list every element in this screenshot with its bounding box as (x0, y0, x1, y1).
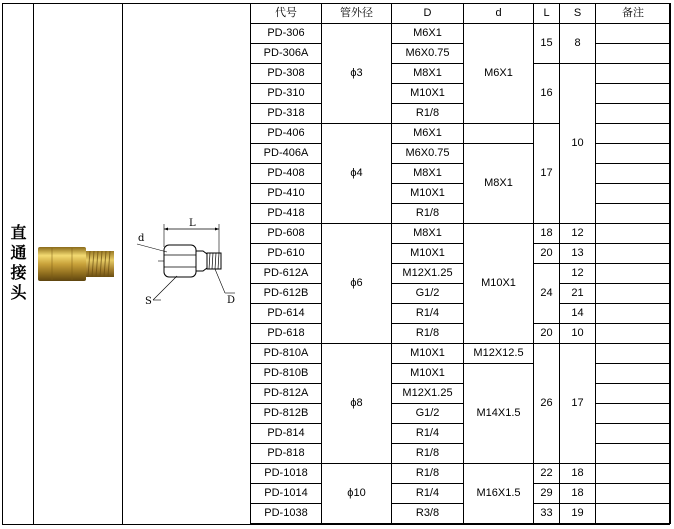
drawing-label-D: D (227, 295, 236, 306)
thread-D-cell: M10X1 (392, 184, 464, 204)
hex-body (38, 247, 86, 281)
thread-D-cell: R1/4 (392, 484, 464, 504)
header-tube-od: 管外径 (322, 4, 392, 24)
thread-D-cell: R3/8 (392, 504, 464, 524)
code-cell: PD-310 (251, 84, 322, 104)
thread-d-cell: M16X1.5 (464, 464, 534, 524)
hex-size-cell: 12 (560, 264, 596, 284)
remark-cell (596, 24, 671, 44)
category-cell (2, 3, 33, 525)
hex-size-cell: 17 (560, 344, 596, 464)
remark-cell (596, 504, 671, 524)
table-row (251, 244, 671, 264)
code-cell: PD-812B (251, 404, 322, 424)
remark-cell (596, 224, 671, 244)
technical-drawing-cell (123, 3, 250, 525)
table-row (251, 164, 671, 184)
code-cell: PD-406 (251, 124, 322, 144)
table-row (251, 464, 671, 484)
fitting-dimension-drawing (123, 3, 250, 525)
length-cell: 33 (534, 504, 560, 524)
thread-D-cell: G1/2 (392, 284, 464, 304)
length-cell: 15 (534, 24, 560, 64)
tube-od-cell: ϕ10 (322, 464, 392, 524)
table-row (251, 324, 671, 344)
table-row (251, 344, 671, 364)
remark-cell (596, 384, 671, 404)
thread-D-cell: M12X1.25 (392, 384, 464, 404)
thread-D-cell: R1/8 (392, 104, 464, 124)
thread-D-cell: M6X1 (392, 24, 464, 44)
drawing-label-S: S (145, 296, 152, 307)
remark-cell (596, 464, 671, 484)
code-cell: PD-818 (251, 444, 322, 464)
table-row (251, 484, 671, 504)
code-cell: PD-318 (251, 104, 322, 124)
thread-D-cell: R1/4 (392, 424, 464, 444)
header-d: d (464, 4, 534, 24)
thread-D-cell: M10X1 (392, 244, 464, 264)
table-row (251, 44, 671, 64)
header-row (251, 4, 671, 24)
length-cell: 16 (534, 64, 560, 124)
table-row (251, 224, 671, 244)
remark-cell (596, 64, 671, 84)
remark-cell (596, 84, 671, 104)
header-remark: 备注 (596, 4, 671, 24)
remark-cell (596, 144, 671, 164)
code-cell: PD-1038 (251, 504, 322, 524)
tube-od-cell: ϕ8 (322, 344, 392, 464)
thread-d-cell: M12X12.5 (464, 344, 534, 364)
table-row (251, 104, 671, 124)
remark-cell (596, 104, 671, 124)
table-row (251, 184, 671, 204)
table-row (251, 144, 671, 164)
thread-d-cell (464, 124, 534, 144)
remark-cell (596, 424, 671, 444)
code-cell: PD-810A (251, 344, 322, 364)
length-cell: 22 (534, 464, 560, 484)
table-row (251, 504, 671, 524)
remark-cell (596, 484, 671, 504)
table-row (251, 364, 671, 384)
tube-od-cell: ϕ3 (322, 24, 392, 124)
thread-D-cell: M8X1 (392, 64, 464, 84)
code-cell: PD-306 (251, 24, 322, 44)
length-cell: 29 (534, 484, 560, 504)
table-row (251, 84, 671, 104)
thread-d-cell: M8X1 (464, 144, 534, 224)
code-cell: PD-306A (251, 44, 322, 64)
code-cell: PD-408 (251, 164, 322, 184)
category-label: 直通接头 (8, 224, 27, 304)
length-cell: 20 (534, 324, 560, 344)
table-row (251, 304, 671, 324)
thread-D-cell: M10X1 (392, 84, 464, 104)
thread-D-cell: R1/8 (392, 444, 464, 464)
header-code: 代号 (251, 4, 322, 24)
thread-D-cell: R1/8 (392, 324, 464, 344)
remark-cell (596, 204, 671, 224)
thread-D-cell: M6X1 (392, 124, 464, 144)
length-cell: 24 (534, 264, 560, 324)
hex-size-cell: 13 (560, 244, 596, 264)
hex-size-cell: 14 (560, 304, 596, 324)
remark-cell (596, 444, 671, 464)
thread-d-cell: M10X1 (464, 224, 534, 344)
table-row (251, 444, 671, 464)
table-row (251, 124, 671, 144)
hex-size-cell: 10 (560, 324, 596, 344)
code-cell: PD-418 (251, 204, 322, 224)
table-row (251, 384, 671, 404)
code-cell: PD-812A (251, 384, 322, 404)
header-S: S (560, 4, 596, 24)
tube-od-cell: ϕ6 (322, 224, 392, 344)
length-cell: 26 (534, 344, 560, 464)
table-row (251, 64, 671, 84)
thread-D-cell: M6X0.75 (392, 144, 464, 164)
header-D: D (392, 4, 464, 24)
drawing-label-d: d (138, 233, 145, 244)
hex-size-cell: 8 (560, 24, 596, 64)
thread-D-cell: M12X1.25 (392, 264, 464, 284)
hex-size-cell: 12 (560, 224, 596, 244)
length-cell: 18 (534, 224, 560, 244)
remark-cell (596, 404, 671, 424)
thread-D-cell: M8X1 (392, 164, 464, 184)
header-L: L (534, 4, 560, 24)
table-row (251, 404, 671, 424)
specification-table (250, 3, 671, 524)
remark-cell (596, 44, 671, 64)
table-row (251, 264, 671, 284)
code-cell: PD-612B (251, 284, 322, 304)
thread-D-cell: M10X1 (392, 364, 464, 384)
thread-D-cell: G1/2 (392, 404, 464, 424)
hex-size-cell: 10 (560, 64, 596, 224)
remark-cell (596, 324, 671, 344)
remark-cell (596, 304, 671, 324)
tube-od-cell: ϕ4 (322, 124, 392, 224)
remark-cell (596, 124, 671, 144)
hex-size-cell: 18 (560, 484, 596, 504)
code-cell: PD-608 (251, 224, 322, 244)
code-cell: PD-614 (251, 304, 322, 324)
table-row (251, 424, 671, 444)
code-cell: PD-612A (251, 264, 322, 284)
thread-D-cell: R1/4 (392, 304, 464, 324)
code-cell: PD-308 (251, 64, 322, 84)
remark-cell (596, 164, 671, 184)
code-cell: PD-610 (251, 244, 322, 264)
code-cell: PD-1014 (251, 484, 322, 504)
thread-D-cell: R1/8 (392, 464, 464, 484)
remark-cell (596, 284, 671, 304)
code-cell: PD-618 (251, 324, 322, 344)
code-cell: PD-410 (251, 184, 322, 204)
remark-cell (596, 364, 671, 384)
thread-d-cell: M6X1 (464, 24, 534, 124)
code-cell: PD-406A (251, 144, 322, 164)
code-cell: PD-814 (251, 424, 322, 444)
remark-cell (596, 244, 671, 264)
table-row (251, 204, 671, 224)
product-photo-cell (34, 3, 122, 525)
table-row (251, 284, 671, 304)
hex-size-cell: 21 (560, 284, 596, 304)
straight-fitting-photo (34, 3, 122, 525)
code-cell: PD-1018 (251, 464, 322, 484)
drawing-label-L: L (189, 218, 196, 229)
hex-size-cell: 18 (560, 464, 596, 484)
length-cell: 17 (534, 124, 560, 224)
length-cell: 20 (534, 244, 560, 264)
table-row (251, 24, 671, 44)
hex-size-cell: 19 (560, 504, 596, 524)
remark-cell (596, 344, 671, 364)
thread-D-cell: M10X1 (392, 344, 464, 364)
thread-d-cell: M14X1.5 (464, 364, 534, 464)
thread-D-cell: R1/8 (392, 204, 464, 224)
remark-cell (596, 264, 671, 284)
thread-D-cell: M6X0.75 (392, 44, 464, 64)
remark-cell (596, 184, 671, 204)
thread-D-cell: M8X1 (392, 224, 464, 244)
code-cell: PD-810B (251, 364, 322, 384)
